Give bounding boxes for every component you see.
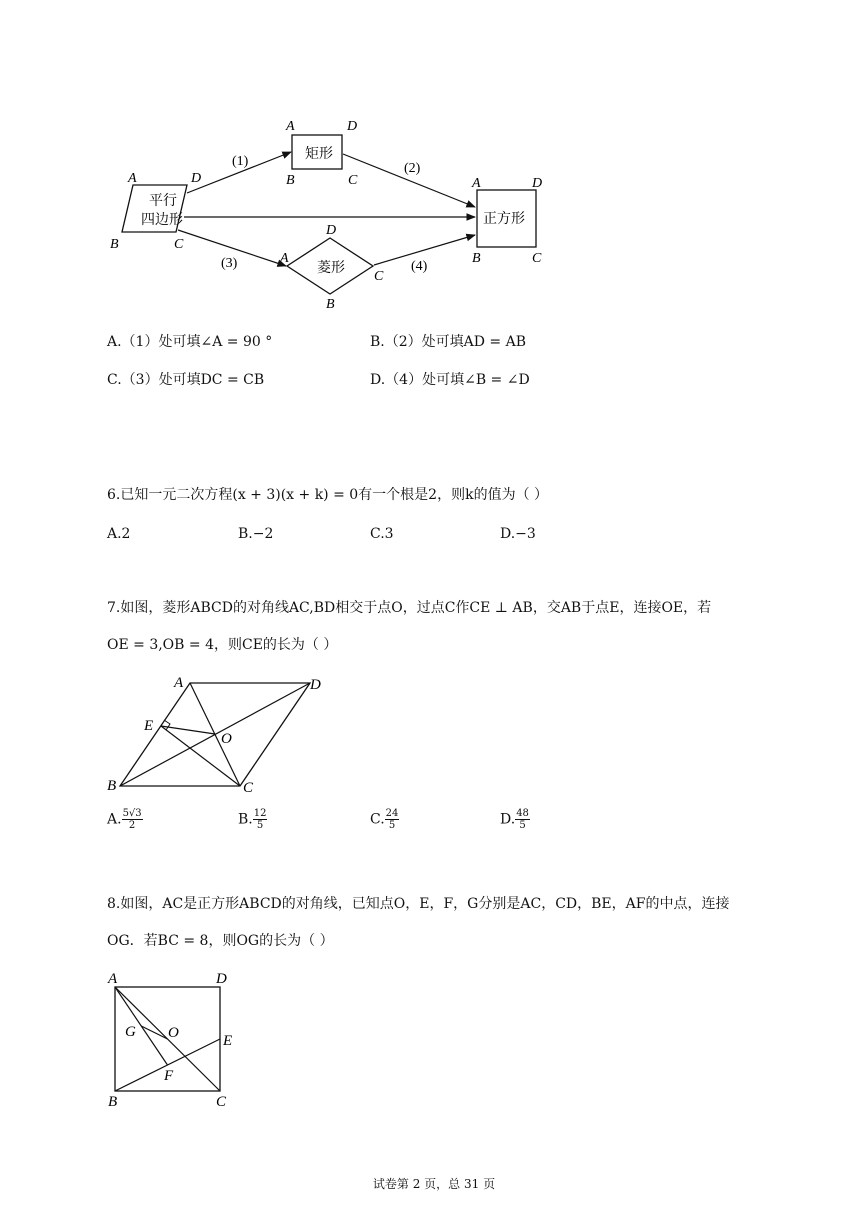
- rectangle-label: 矩形: [305, 147, 333, 162]
- parallelogram-vertex-b: B: [110, 237, 119, 252]
- q8-stem-line-1: 8.如图，AC是正方形ABCD的对角线，已知点O，E，F，G分别是AC，CD，BE，AF的中点，连接: [107, 896, 730, 912]
- square-vertex-b: B: [472, 251, 481, 266]
- q7-option-c-label: C.: [370, 811, 385, 828]
- q6-option-d: D.−3: [500, 526, 536, 542]
- q7-option-d-num: 48: [516, 808, 529, 819]
- q8-point-d: D: [216, 971, 227, 987]
- q7-point-e: E: [144, 718, 154, 734]
- parallelogram-label-1: 平行: [149, 194, 177, 209]
- q7-option-b-num: 12: [253, 808, 267, 819]
- q6-option-a: A.2: [107, 526, 131, 542]
- arrow-3-label: (3): [221, 256, 238, 271]
- square-vertex-d: D: [532, 176, 543, 191]
- q7-stem-line-2: OE = 3,OB = 4，则CE的长为（ ）: [107, 637, 338, 653]
- q5-option-d: D.（4）处可填∠B = ∠D: [370, 372, 530, 388]
- q7-point-b: B: [107, 778, 117, 794]
- q5-option-c: C.（3）处可填DC = CB: [107, 372, 265, 388]
- q8-point-g: G: [125, 1024, 136, 1040]
- arrow-1-label: (1): [232, 154, 249, 169]
- rhombus-vertex-b: B: [326, 297, 335, 312]
- rectangle-vertex-d: D: [347, 119, 358, 134]
- q8-point-f: F: [164, 1068, 174, 1084]
- rectangle-vertex-b: B: [286, 173, 295, 188]
- q7-point-o: O: [221, 731, 232, 747]
- q7-point-c: C: [243, 780, 254, 796]
- arrow-2-label: (2): [404, 161, 421, 176]
- q5-option-b: B.（2）处可填AD = AB: [370, 334, 527, 350]
- q8-point-c: C: [216, 1094, 227, 1110]
- square-label: 正方形: [483, 212, 525, 227]
- q7-option-b-label: B.: [238, 811, 253, 828]
- parallelogram-vertex-c: C: [174, 237, 184, 252]
- square-vertex-a: A: [472, 176, 481, 191]
- q7-option-a-num: 5√3: [122, 808, 142, 819]
- q7-option-c: [370, 808, 399, 831]
- q7-option-c-den: 5: [388, 820, 396, 831]
- rhombus-vertex-a: A: [280, 251, 289, 266]
- arrow-4-label: (4): [411, 259, 428, 274]
- parallelogram-vertex-a: A: [128, 171, 137, 186]
- q7-option-b: [238, 808, 267, 831]
- parallelogram-label-2: 四边形: [141, 213, 183, 228]
- q8-point-b: B: [108, 1094, 118, 1110]
- q7-point-d: D: [310, 677, 321, 693]
- square-figure: [100, 965, 250, 1115]
- rhombus-label: 菱形: [317, 261, 345, 276]
- q6-option-c: C.3: [370, 526, 394, 542]
- rectangle-vertex-c: C: [348, 173, 358, 188]
- q8-point-e: E: [223, 1033, 233, 1049]
- parallelogram-vertex-d: D: [191, 171, 202, 186]
- q7-option-d-label: D.: [500, 811, 516, 828]
- q7-option-d-den: 5: [519, 820, 526, 831]
- q6-stem: 6.已知一元二次方程(x + 3)(x + k) = 0有一个根是2，则k的值为（ ）: [107, 487, 549, 503]
- q7-option-c-num: 24: [385, 808, 399, 819]
- quadrilateral-relation-diagram: [100, 110, 560, 315]
- q8-point-a: A: [108, 971, 118, 987]
- q8-stem-line-2: OG．若BC = 8，则OG的长为（ ）: [107, 933, 334, 949]
- q7-stem-line-1: 7.如图，菱形ABCD的对角线AC,BD相交于点O，过点C作CE ⊥ AB，交AB于点E，连接OE，若: [107, 600, 712, 616]
- q7-option-b-den: 5: [256, 820, 264, 831]
- rhombus-figure: [100, 668, 340, 798]
- page-footer: 试卷第 2 页，总 31 页: [372, 1177, 496, 1191]
- rhombus-vertex-c: C: [374, 269, 384, 284]
- q6-option-b: B.−2: [238, 526, 274, 542]
- q5-option-a: A.（1）处可填∠A = 90 °: [107, 334, 273, 350]
- q7-option-a-label: A.: [107, 811, 122, 828]
- rectangle-vertex-a: A: [286, 119, 295, 134]
- q7-option-d: [500, 808, 530, 831]
- q8-point-o: O: [168, 1025, 179, 1041]
- q7-option-a-den: 2: [128, 820, 136, 831]
- rhombus-vertex-d: D: [326, 223, 337, 238]
- q7-option-a: [107, 808, 143, 831]
- square-vertex-c: C: [532, 251, 542, 266]
- q7-point-a: A: [174, 675, 184, 691]
